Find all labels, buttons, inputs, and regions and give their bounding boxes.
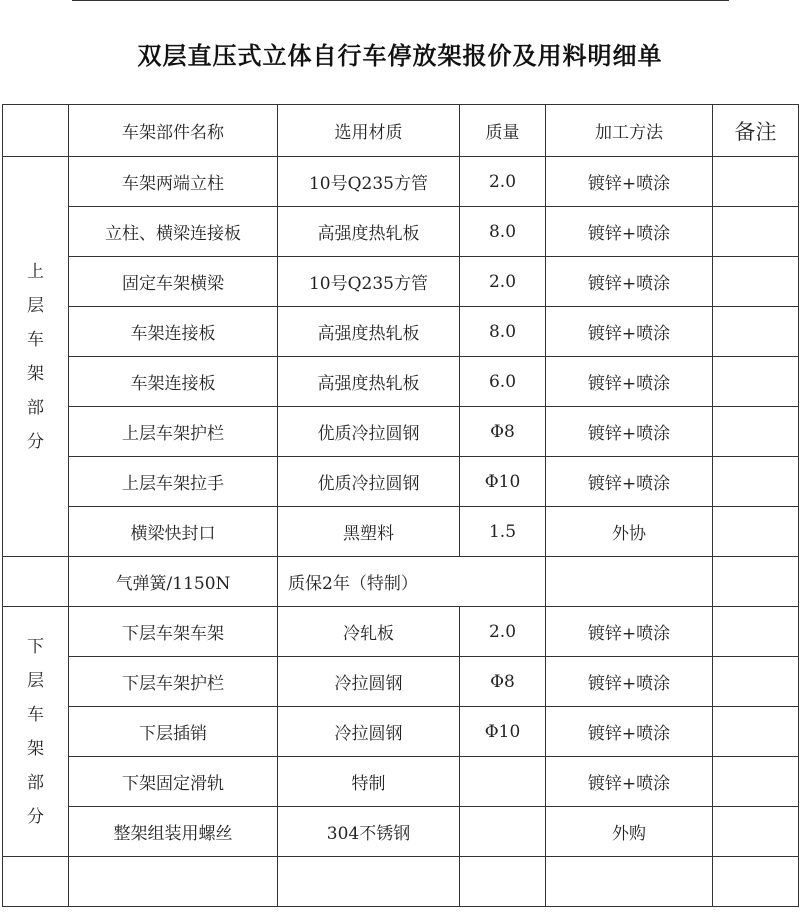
cell-process: 镀锌+喷涂 (546, 757, 713, 807)
top-rule (72, 0, 729, 1)
cell-process: 镀锌+喷涂 (546, 357, 713, 407)
cell-name: 上层车架拉手 (69, 457, 278, 507)
cell-material: 高强度热轧板 (278, 357, 460, 407)
cell-quality: 2.0 (460, 157, 546, 207)
cell-name (69, 857, 278, 907)
section-blank (3, 857, 69, 907)
cell-material: 黑塑料 (278, 507, 460, 557)
cell-note (713, 407, 799, 457)
cell-material: 304不锈钢 (278, 807, 460, 857)
header-process: 加工方法 (546, 105, 713, 157)
cell-process: 外购 (546, 807, 713, 857)
cell-quality: 2.0 (460, 257, 546, 307)
cell-process: 镀锌+喷涂 (546, 407, 713, 457)
table-row (3, 757, 799, 807)
cell-quality: 1.5 (460, 507, 546, 557)
table-row (3, 507, 799, 557)
cell-material: 高强度热轧板 (278, 207, 460, 257)
table-row (3, 257, 799, 307)
header-quality: 质量 (460, 105, 546, 157)
cell-note (713, 857, 799, 907)
cell-quality: Φ8 (460, 407, 546, 457)
table-row (3, 607, 799, 657)
table-row (3, 707, 799, 757)
cell-name: 整架组装用螺丝 (69, 807, 278, 857)
cell-process: 镀锌+喷涂 (546, 457, 713, 507)
cell-note (713, 157, 799, 207)
cell-note (713, 657, 799, 707)
cell-quality: 2.0 (460, 607, 546, 657)
section-label-lower: 下 层 车 架 部 分 (3, 607, 69, 857)
cell-name: 车架两端立柱 (69, 157, 278, 207)
cell-name: 固定车架横梁 (69, 257, 278, 307)
cell-spec: 质保2年（特制） (278, 557, 546, 607)
cell-process: 镀锌+喷涂 (546, 157, 713, 207)
section-label-upper: 上 层 车 架 部 分 (3, 157, 69, 557)
cell-name: 车架连接板 (69, 307, 278, 357)
cell-material: 冷拉圆钢 (278, 657, 460, 707)
cell-note (713, 457, 799, 507)
table-row (3, 857, 799, 907)
cell-process: 外协 (546, 507, 713, 557)
page-title: 双层直压式立体自行车停放架报价及用料明细单 (137, 42, 663, 70)
cell-material: 10号Q235方管 (278, 157, 460, 207)
table-row (3, 357, 799, 407)
quote-table (2, 104, 799, 907)
cell-name: 车架连接板 (69, 357, 278, 407)
cell-name: 下层车架车架 (69, 607, 278, 657)
section-blank (3, 557, 69, 607)
cell-material: 高强度热轧板 (278, 307, 460, 357)
cell-quality: Φ10 (460, 457, 546, 507)
cell-quality: Φ8 (460, 657, 546, 707)
cell-name: 上层车架护栏 (69, 407, 278, 457)
cell-process: 镀锌+喷涂 (546, 607, 713, 657)
header-row (3, 105, 799, 157)
cell-name: 下层车架护栏 (69, 657, 278, 707)
header-note: 备注 (713, 105, 799, 157)
cell-material: 特制 (278, 757, 460, 807)
cell-note (713, 357, 799, 407)
cell-note (713, 707, 799, 757)
table-row (3, 407, 799, 457)
table-row (3, 457, 799, 507)
header-material: 选用材质 (278, 105, 460, 157)
cell-note (713, 807, 799, 857)
cell-process: 镀锌+喷涂 (546, 657, 713, 707)
cell-material: 优质冷拉圆钢 (278, 407, 460, 457)
cell-quality (460, 807, 546, 857)
cell-material: 优质冷拉圆钢 (278, 457, 460, 507)
table-row (3, 657, 799, 707)
cell-material: 10号Q235方管 (278, 257, 460, 307)
table-row (3, 807, 799, 857)
cell-note (713, 307, 799, 357)
spring-row (3, 557, 799, 607)
cell-name: 下层插销 (69, 707, 278, 757)
header-name: 车架部件名称 (69, 105, 278, 157)
cell-material: 冷拉圆钢 (278, 707, 460, 757)
cell-name: 气弹簧/1150N (69, 557, 278, 607)
cell-note (713, 557, 799, 607)
cell-quality: 6.0 (460, 357, 546, 407)
cell-name: 下架固定滑轨 (69, 757, 278, 807)
cell-name: 立柱、横梁连接板 (69, 207, 278, 257)
header-blank (3, 105, 69, 157)
cell-quality: 8.0 (460, 307, 546, 357)
table-row (3, 207, 799, 257)
table-row (3, 157, 799, 207)
cell-process (546, 557, 713, 607)
cell-quality (460, 857, 546, 907)
cell-material: 冷轧板 (278, 607, 460, 657)
cell-process (546, 857, 713, 907)
cell-name: 横梁快封口 (69, 507, 278, 557)
cell-material (278, 857, 460, 907)
cell-note (713, 507, 799, 557)
cell-process: 镀锌+喷涂 (546, 307, 713, 357)
cell-note (713, 257, 799, 307)
cell-process: 镀锌+喷涂 (546, 207, 713, 257)
cell-note (713, 607, 799, 657)
cell-quality: 8.0 (460, 207, 546, 257)
cell-process: 镀锌+喷涂 (546, 707, 713, 757)
cell-process: 镀锌+喷涂 (546, 257, 713, 307)
cell-note (713, 757, 799, 807)
cell-quality (460, 757, 546, 807)
cell-note (713, 207, 799, 257)
table-row (3, 307, 799, 357)
cell-quality: Φ10 (460, 707, 546, 757)
